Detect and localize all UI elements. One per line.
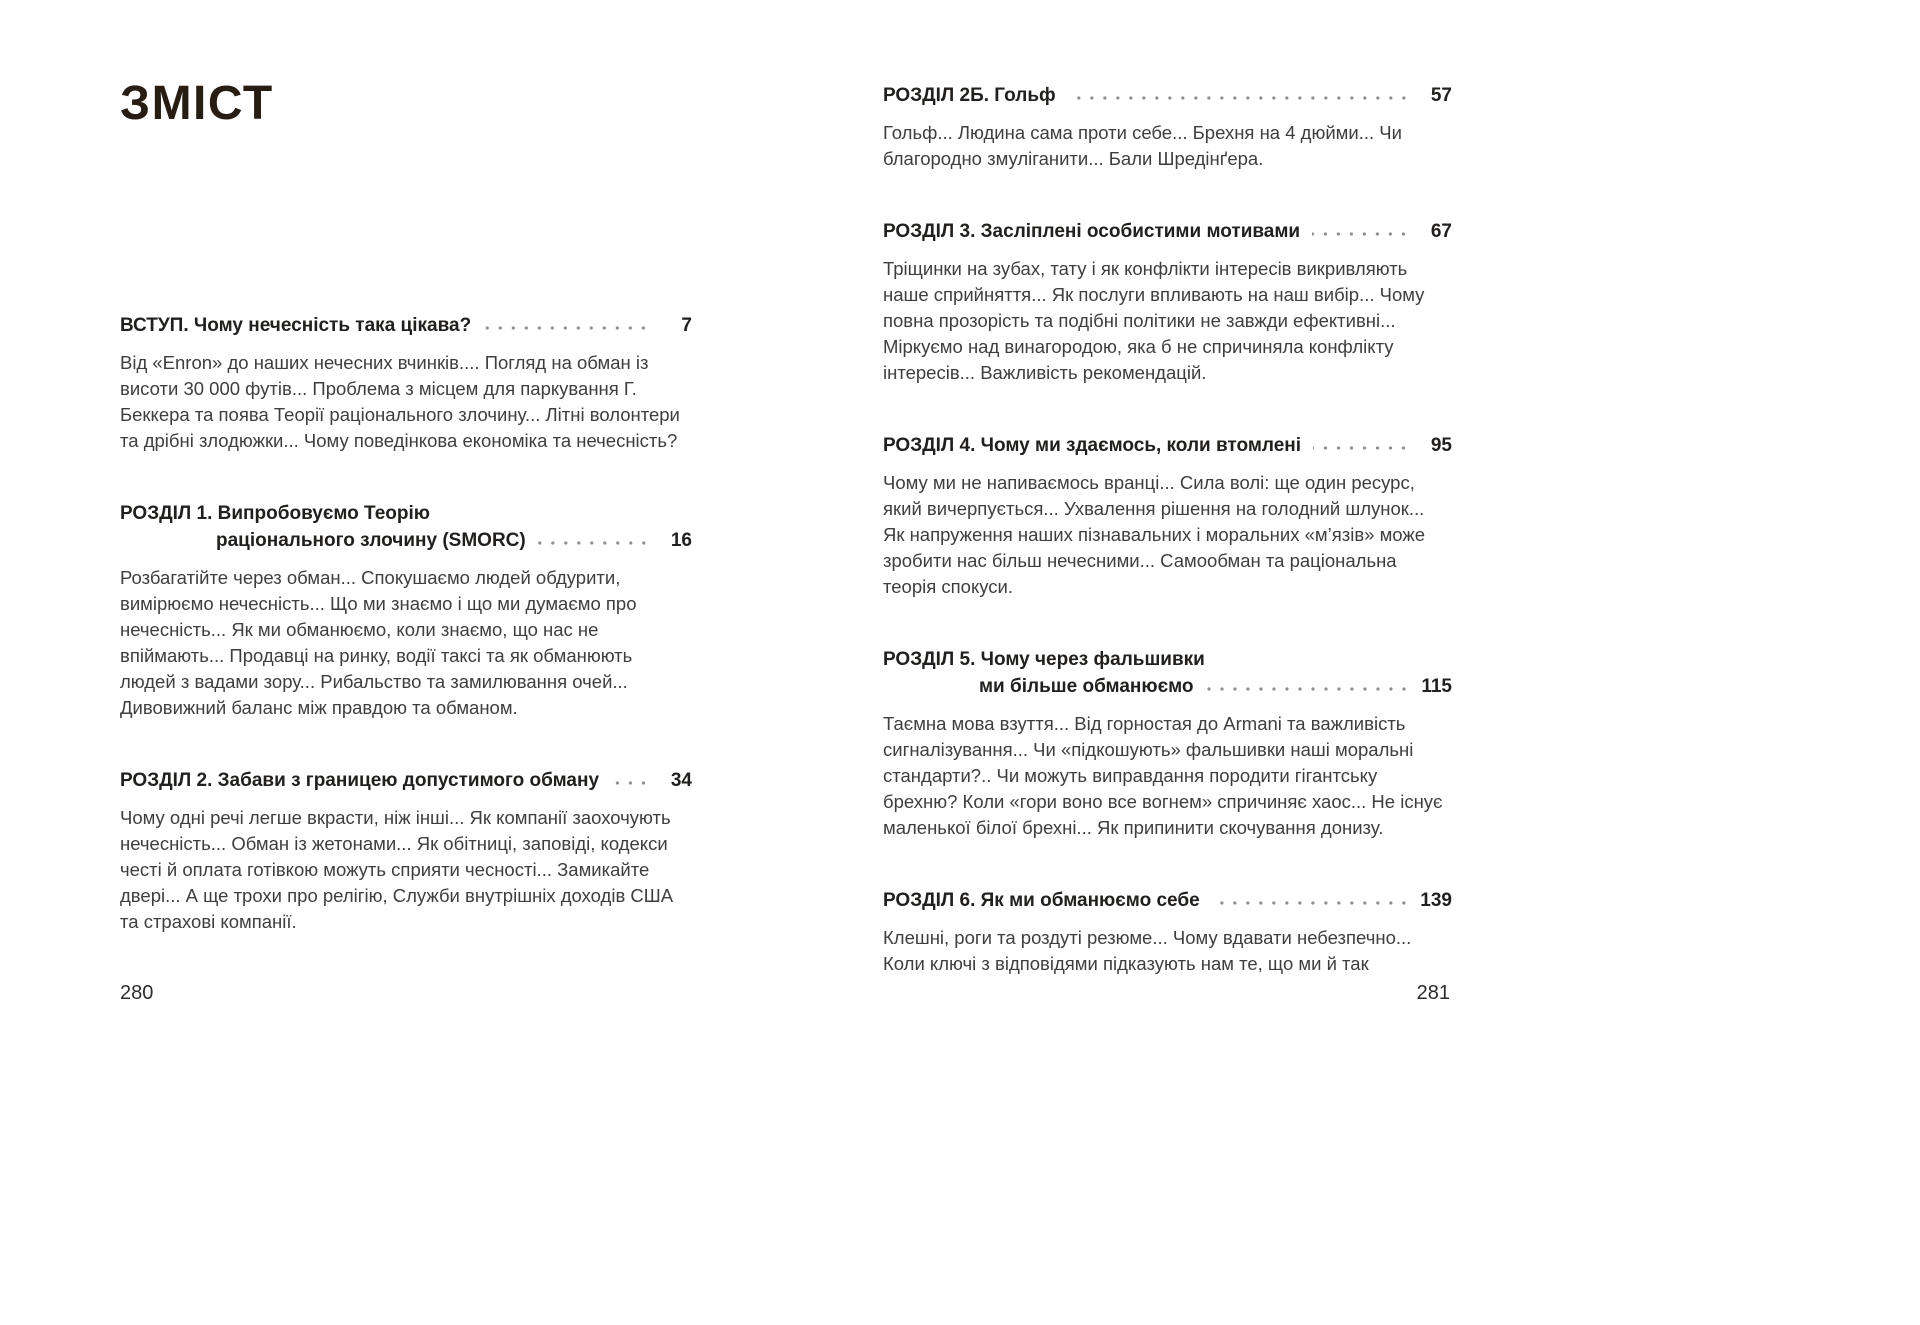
leader-dots xyxy=(483,326,650,330)
leader-dots xyxy=(1212,901,1410,905)
toc-entry-page-number: 67 xyxy=(1430,221,1452,242)
leader-dots xyxy=(1313,446,1410,450)
toc-entry xyxy=(883,82,1452,172)
toc-entry xyxy=(120,767,692,935)
toc-entry-page-number: 139 xyxy=(1420,890,1452,911)
toc-entry-title: РОЗДІЛ 3. Засліплені особистими мотивами xyxy=(883,221,1301,242)
toc-title: ЗМІСТ xyxy=(120,77,274,130)
toc-entries-left xyxy=(120,312,692,935)
toc-entry-description: Від «Enron» до наших нечесних вчинків.... Погляд на обман із висоти 30 000 футів... Проблема з місцем для паркування Г. Беккера та поява Теорії раціонального злочину... Літні волонтери та дрібні злодюжки... Чому поведінкова економіка та нечесність? xyxy=(120,352,680,451)
toc-entry-title: раціонального злочину (SMORC) xyxy=(216,530,526,551)
toc-entry-page-number: 34 xyxy=(670,770,692,791)
toc-entry xyxy=(120,312,692,454)
toc-entry xyxy=(120,500,692,721)
toc-entry-heading xyxy=(883,646,1452,673)
toc-entry-title: ВСТУП. Чому нечесність така цікава? xyxy=(120,315,472,336)
toc-entry xyxy=(883,646,1452,841)
page-right xyxy=(883,0,1452,1023)
toc-entry-title: РОЗДІЛ 5. Чому через фальшивки xyxy=(883,649,1205,670)
toc-entry-heading xyxy=(883,673,1452,700)
toc-entry-description: Чому ми не напиваємось вранці... Сила волі: ще один ресурс, який вичерпується... Ухвалення рішення на голодний шлунок... Як напруження наших пізнавальних і моральних «м’язів» може зробити нас більш нечесними... Самообман та раціональна теорія спокуси. xyxy=(883,472,1426,597)
toc-entry-heading xyxy=(120,312,692,339)
toc-entry-page-number: 16 xyxy=(670,530,692,551)
toc-entry-page-number: 57 xyxy=(1430,85,1452,106)
page-number-left: 280 xyxy=(120,982,154,1004)
toc-entry-title: РОЗДІЛ 2Б. Гольф xyxy=(883,85,1056,106)
toc-entry-heading xyxy=(120,500,692,527)
toc-entry-heading xyxy=(883,887,1452,914)
toc-entry-page-number: 7 xyxy=(681,315,692,336)
toc-entry-title: РОЗДІЛ 4. Чому ми здаємось, коли втомлені xyxy=(883,435,1302,456)
toc-entry-heading xyxy=(883,432,1452,459)
leader-dots xyxy=(1312,232,1410,236)
toc-entry-heading xyxy=(120,767,692,794)
toc-entry-page-number: 115 xyxy=(1421,676,1452,697)
toc-entry-heading xyxy=(883,82,1452,109)
toc-entry-description: Тріщинки на зубах, тату і як конфлікти інтересів викривляють наше сприйняття... Як послуги впливають на наш вибір... Чому повна прозорість та подібні політики не завжди ефективні... Міркуємо над винагородою, яка б не спричиняла конфлікту інтересів... Важливість рекомендацій. xyxy=(883,258,1425,383)
leader-dots xyxy=(1206,687,1410,691)
toc-entry xyxy=(883,218,1452,386)
toc-entry-description: Гольф... Людина сама проти себе... Брехня на 4 дюйми... Чи благородно змуліганити... Бали Шредінґера. xyxy=(883,122,1402,169)
toc-entries-right xyxy=(883,82,1452,977)
toc-entry-title: РОЗДІЛ 2. Забави з границею допустимого обману xyxy=(120,770,600,791)
toc-entry-title: ми більше обманюємо xyxy=(979,676,1194,697)
page-left xyxy=(120,0,692,1004)
leader-dots xyxy=(538,541,650,545)
toc-entry xyxy=(883,887,1452,977)
toc-entry-description: Клешні, роги та роздуті резюме... Чому вдавати небезпечно... Коли ключі з відповідями підказують нам те, що ми й так xyxy=(883,927,1412,974)
toc-entry-description: Чому одні речі легше вкрасти, ніж інші... Як компанії заохочують нечесність... Обман із жетонами... Як обітниці, заповіді, кодекси честі й оплата готівкою можуть сприяти чесності... Замикайте двері... А ще трохи про релігію, Служби внутрішніх доходів США та страхові компанії. xyxy=(120,807,674,932)
toc-entry-page-number: 95 xyxy=(1430,435,1452,456)
toc-entry-title: РОЗДІЛ 1. Випробовуємо Теорію xyxy=(120,503,430,524)
page-number-right: 281 xyxy=(1416,982,1450,1004)
toc-entry xyxy=(883,432,1452,600)
leader-dots xyxy=(611,781,650,785)
toc-entry-heading xyxy=(883,218,1452,245)
toc-entry-description: Розбагатійте через обман... Спокушаємо людей обдурити, вимірюємо нечесність... Що ми знаємо і що ми думаємо про нечесність... Як ми обманюємо, коли знаємо, що нас не впіймають... Продавці на ринку, водії таксі та як обманюють людей з вадами зору... Рибальство та замилювання очей... Дивовижний баланс між правдою та обманом. xyxy=(120,567,637,718)
toc-entry-description: Таємна мова взуття... Від горностая до Armani та важливість сигналізування... Чи «підкошують» фальшивки наші моральні стандарти?.. Чи можуть виправдання породити гігантську брехню? Коли «гори воно все вогнем» спричиняє хаос... Не існує маленької білої брехні... Як припинити скочування донизу. xyxy=(883,713,1443,838)
leader-dots xyxy=(1068,96,1410,100)
toc-entry-title: РОЗДІЛ 6. Як ми обманюємо себе xyxy=(883,890,1200,911)
toc-entry-heading xyxy=(120,527,692,554)
